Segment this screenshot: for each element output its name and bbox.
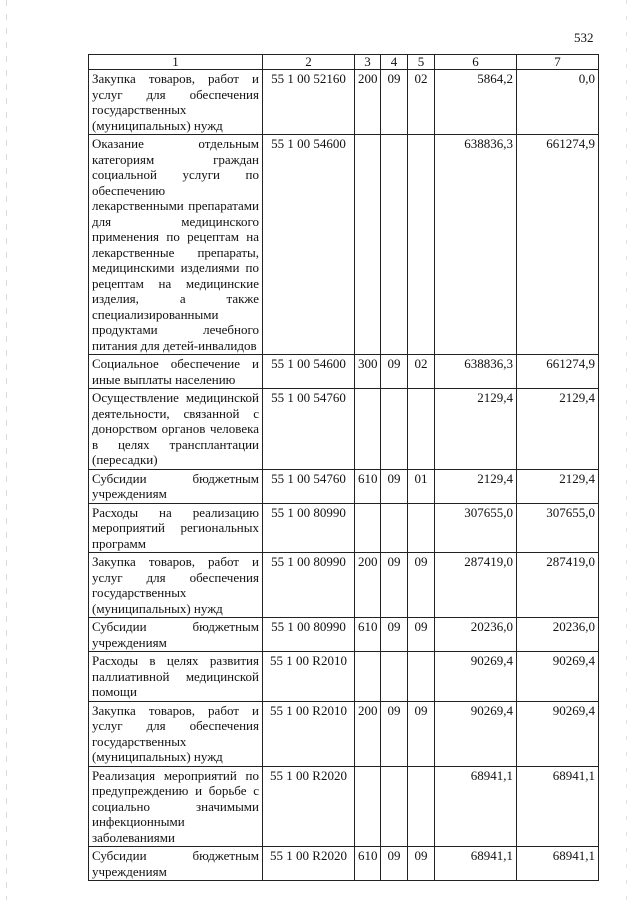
row-expense-type	[355, 766, 381, 847]
header-col-6: 6	[435, 55, 517, 70]
table-row	[89, 652, 599, 702]
row-amount-col6: 2129,4	[435, 469, 517, 503]
row-subsection: 09	[408, 701, 435, 766]
row-amount-col7: 20236,0	[517, 618, 599, 652]
table-row	[89, 389, 599, 470]
row-target-code: 55 1 00 80990	[263, 618, 355, 652]
table-header	[89, 55, 599, 70]
row-amount-col7: 90269,4	[517, 652, 599, 702]
row-amount-col6: 20236,0	[435, 618, 517, 652]
row-amount-col6: 307655,0	[435, 503, 517, 553]
row-expense-type	[355, 503, 381, 553]
row-subsection	[408, 135, 435, 355]
row-amount-col6: 638836,3	[435, 355, 517, 389]
row-section: 09	[381, 355, 408, 389]
row-section	[381, 389, 408, 470]
table-row	[89, 70, 599, 135]
row-amount-col7: 0,0	[517, 70, 599, 135]
row-target-code: 55 1 00 R2020	[263, 847, 355, 881]
header-col-3: 3	[355, 55, 381, 70]
header-row	[89, 55, 599, 70]
row-expense-type: 200	[355, 553, 381, 618]
row-name: Субсидии бюджетным учреждениям	[89, 847, 263, 881]
row-target-code: 55 1 00 54760	[263, 469, 355, 503]
table-row	[89, 847, 599, 881]
row-name: Осуществление медицинской деятельности, связанной с донорством органов человека в целях трансплантации (пересадки)	[89, 389, 263, 470]
row-amount-col7: 2129,4	[517, 469, 599, 503]
row-section: 09	[381, 847, 408, 881]
row-target-code: 55 1 00 80990	[263, 503, 355, 553]
row-target-code: 55 1 00 54600	[263, 355, 355, 389]
row-amount-col7: 307655,0	[517, 503, 599, 553]
row-name: Закупка товаров, работ и услуг для обеспечения государственных (муниципальных) нужд	[89, 70, 263, 135]
table-row	[89, 355, 599, 389]
row-name: Закупка товаров, работ и услуг для обеспечения государственных (муниципальных) нужд	[89, 701, 263, 766]
row-subsection: 09	[408, 553, 435, 618]
row-amount-col7: 661274,9	[517, 135, 599, 355]
row-target-code: 55 1 00 R2010	[263, 652, 355, 702]
table-row	[89, 469, 599, 503]
row-subsection	[408, 389, 435, 470]
row-expense-type: 200	[355, 70, 381, 135]
scan-edge-right	[626, 0, 627, 900]
row-amount-col7: 287419,0	[517, 553, 599, 618]
row-target-code: 55 1 00 R2020	[263, 766, 355, 847]
row-name: Закупка товаров, работ и услуг для обеспечения государственных (муниципальных) нужд	[89, 553, 263, 618]
row-target-code: 55 1 00 54760	[263, 389, 355, 470]
row-subsection: 01	[408, 469, 435, 503]
row-name: Субсидии бюджетным учреждениям	[89, 469, 263, 503]
row-name: Субсидии бюджетным учреждениям	[89, 618, 263, 652]
row-name: Расходы на реализацию мероприятий региональных программ	[89, 503, 263, 553]
table-body	[89, 70, 599, 881]
row-section	[381, 503, 408, 553]
row-amount-col6: 68941,1	[435, 847, 517, 881]
row-amount-col6: 2129,4	[435, 389, 517, 470]
row-amount-col6: 287419,0	[435, 553, 517, 618]
row-amount-col7: 68941,1	[517, 766, 599, 847]
row-amount-col6: 68941,1	[435, 766, 517, 847]
row-section	[381, 135, 408, 355]
row-target-code: 55 1 00 54600	[263, 135, 355, 355]
row-subsection	[408, 766, 435, 847]
row-amount-col7: 661274,9	[517, 355, 599, 389]
row-expense-type: 610	[355, 469, 381, 503]
row-expense-type	[355, 652, 381, 702]
table-row	[89, 701, 599, 766]
row-name: Социальное обеспечение и иные выплаты населению	[89, 355, 263, 389]
row-amount-col7: 68941,1	[517, 847, 599, 881]
table-row	[89, 503, 599, 553]
header-col-2: 2	[263, 55, 355, 70]
row-target-code: 55 1 00 R2010	[263, 701, 355, 766]
row-section: 09	[381, 701, 408, 766]
row-expense-type: 610	[355, 847, 381, 881]
row-target-code: 55 1 00 80990	[263, 553, 355, 618]
row-subsection: 02	[408, 70, 435, 135]
row-target-code: 55 1 00 52160	[263, 70, 355, 135]
table-row	[89, 618, 599, 652]
scan-edge-left	[6, 0, 7, 900]
row-amount-col6: 638836,3	[435, 135, 517, 355]
row-name: Реализация мероприятий по предупреждению и борьбе с социально значимыми инфекционными заболеваниями	[89, 766, 263, 847]
row-subsection	[408, 503, 435, 553]
row-expense-type	[355, 389, 381, 470]
header-col-4: 4	[381, 55, 408, 70]
row-amount-col7: 90269,4	[517, 701, 599, 766]
table-row	[89, 135, 599, 355]
row-subsection: 09	[408, 847, 435, 881]
row-expense-type: 200	[355, 701, 381, 766]
row-section	[381, 652, 408, 702]
row-section: 09	[381, 469, 408, 503]
row-amount-col7: 2129,4	[517, 389, 599, 470]
header-col-1: 1	[89, 55, 263, 70]
header-col-7: 7	[517, 55, 599, 70]
row-name: Оказание отдельным категориям граждан социальной услуги по обеспечению лекарственными препаратами для медицинского применения по рецептам на лекарственные препараты, медицинскими изделиями по рецептам на медицинские изделия, а также специализированными продуктами лечебного питания для детей-инвалидов	[89, 135, 263, 355]
budget-table	[88, 54, 599, 881]
table-row	[89, 553, 599, 618]
page-number: 532	[574, 30, 594, 45]
row-amount-col6: 90269,4	[435, 701, 517, 766]
row-expense-type: 610	[355, 618, 381, 652]
row-expense-type	[355, 135, 381, 355]
row-name: Расходы в целях развития паллиативной медицинской помощи	[89, 652, 263, 702]
row-section: 09	[381, 553, 408, 618]
row-section: 09	[381, 618, 408, 652]
table-row	[89, 766, 599, 847]
row-subsection	[408, 652, 435, 702]
row-expense-type: 300	[355, 355, 381, 389]
row-amount-col6: 90269,4	[435, 652, 517, 702]
row-section: 09	[381, 70, 408, 135]
row-amount-col6: 5864,2	[435, 70, 517, 135]
row-subsection: 02	[408, 355, 435, 389]
header-col-5: 5	[408, 55, 435, 70]
row-section	[381, 766, 408, 847]
row-subsection: 09	[408, 618, 435, 652]
